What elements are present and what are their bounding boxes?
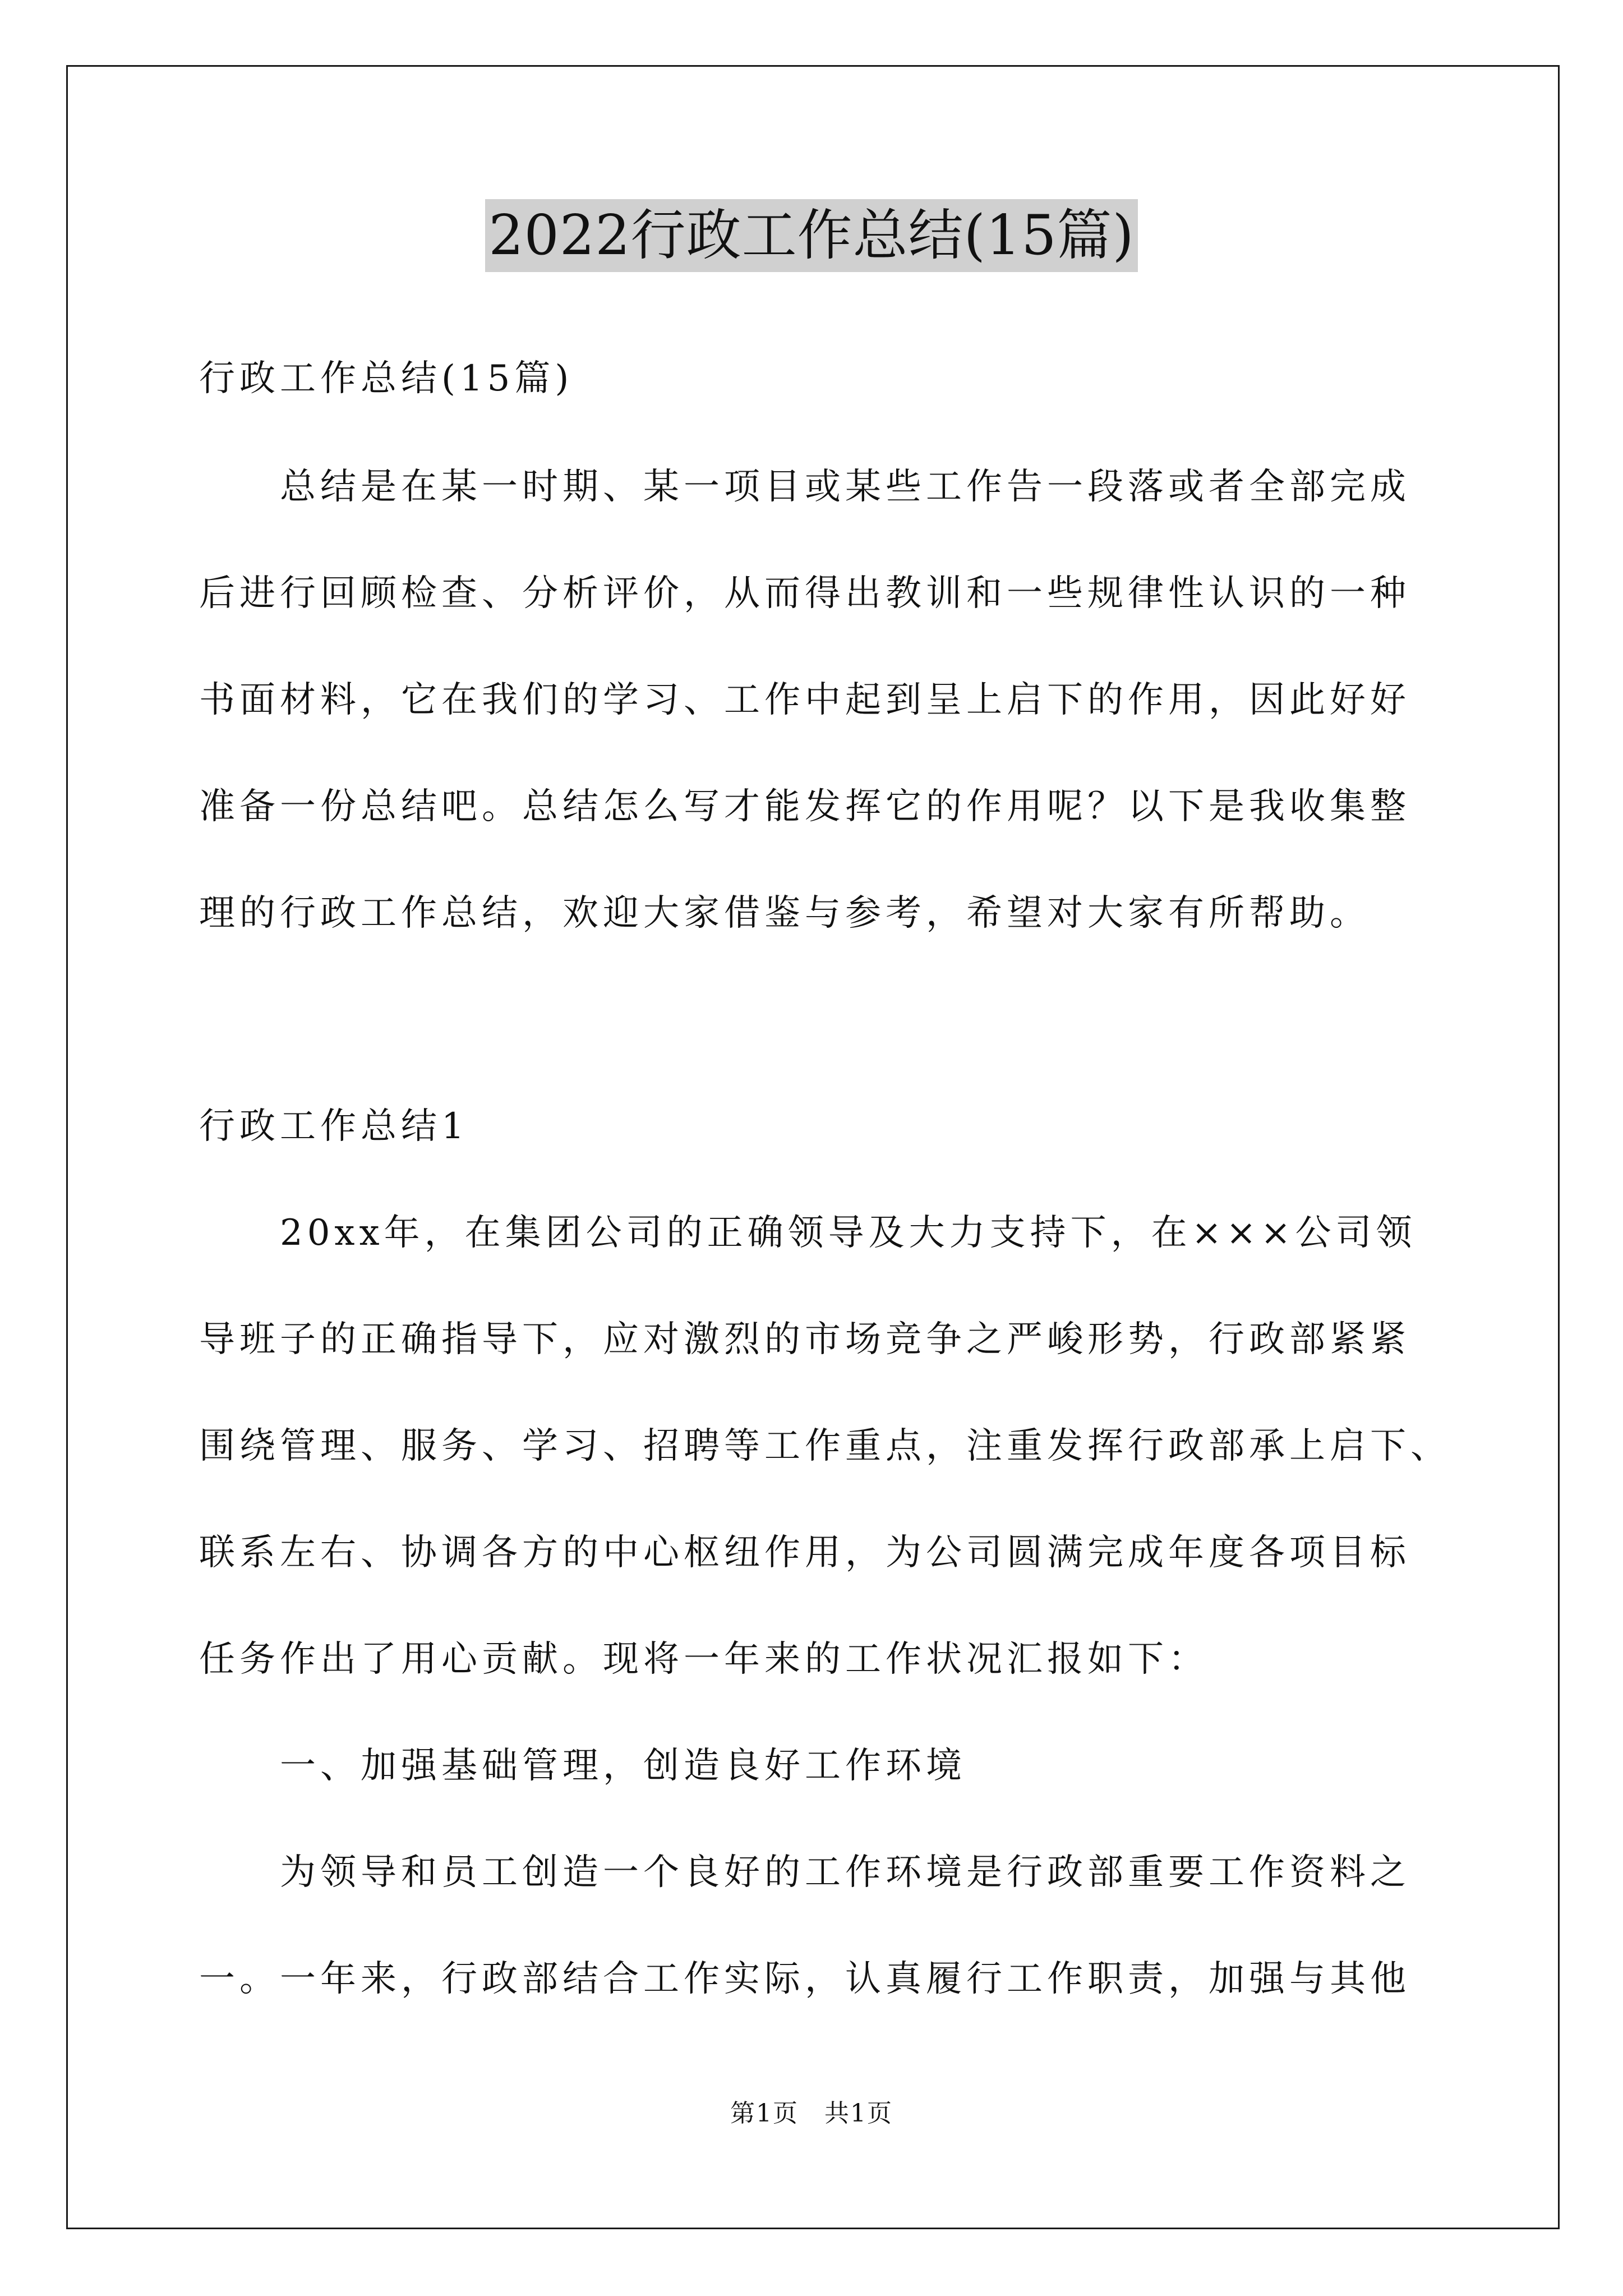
body-line-1: 20xx年，在集团公司的正确领导及大力支持下，在×××公司领	[199, 1212, 1417, 1254]
intro-line-4: 准备一份总结吧。总结怎么写才能发挥它的作用呢？以下是我收集整	[199, 786, 1410, 827]
page-footer: 第1页 共1页	[730, 2099, 893, 2128]
subheading-line: 一、加强基础管理，创造良好工作环境	[199, 1745, 966, 1787]
intro-line-3: 书面材料，它在我们的学习、工作中起到呈上启下的作用，因此好好	[199, 679, 1410, 721]
intro-line-1: 总结是在某一时期、某一项目或某些工作告一段落或者全部完成	[199, 466, 1410, 508]
body-line-7: 一。一年来，行政部结合工作实际，认真履行工作职责，加强与其他	[199, 1958, 1410, 2000]
intro-line-2: 后进行回顾检查、分析评价，从而得出教训和一些规律性认识的一种	[199, 573, 1410, 614]
subtitle-line: 行政工作总结(15篇)	[199, 358, 574, 399]
body-line-6: 为领导和员工创造一个良好的工作环境是行政部重要工作资料之	[199, 1852, 1410, 1893]
body-line-2: 导班子的正确指导下，应对激烈的市场竞争之严峻形势，行政部紧紧	[199, 1319, 1410, 1360]
body-line-4: 联系左右、协调各方的中心枢纽作用，为公司圆满完成年度各项目标	[199, 1532, 1410, 1573]
section-heading-1: 行政工作总结1	[199, 1106, 469, 1147]
body-line-5: 任务作出了用心贡献。现将一年来的工作状况汇报如下：	[199, 1639, 1209, 1680]
intro-line-5: 理的行政工作总结，欢迎大家借鉴与参考，希望对大家有所帮助。	[199, 892, 1370, 934]
body-line-3: 围绕管理、服务、学习、招聘等工作重点，注重发挥行政部承上启下、	[199, 1425, 1451, 1467]
document-title: 2022行政工作总结(15篇)	[0, 199, 1623, 272]
